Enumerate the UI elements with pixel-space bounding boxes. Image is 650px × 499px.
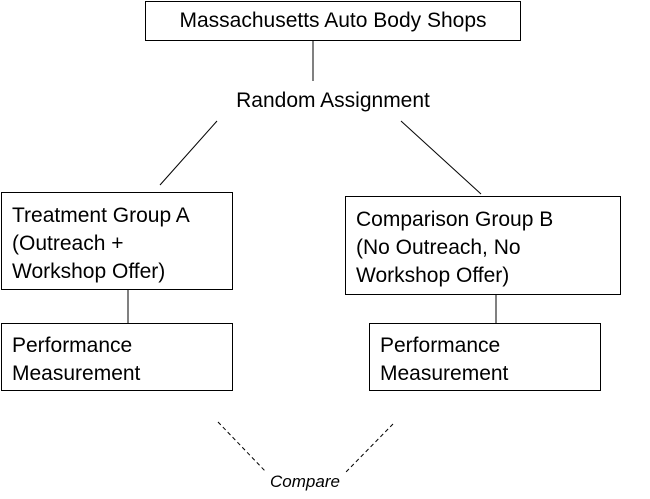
- treatment-line-3: Workshop Offer): [12, 260, 166, 283]
- measure-b-line-2: Measurement: [380, 362, 509, 385]
- measure-a-line-1: Performance: [12, 334, 133, 357]
- measurement-box-a: [1, 323, 233, 391]
- random-assignment-label: Random Assignment: [236, 89, 430, 112]
- comparison-line-2: (No Outreach, No: [356, 236, 521, 259]
- comparison-group-box: [345, 196, 621, 295]
- comparison-line-1: Comparison Group B: [356, 208, 554, 231]
- treatment-group-box: [1, 192, 233, 290]
- assignment-to-treatment-line: [160, 121, 217, 185]
- population-box: [145, 1, 521, 41]
- treatment-line-1: Treatment Group A: [12, 204, 190, 227]
- population-label: Massachusetts Auto Body Shops: [179, 9, 487, 32]
- comparison-line-3: Workshop Offer): [356, 264, 510, 287]
- compare-label: Compare: [270, 472, 340, 491]
- treatment-line-2: (Outreach +: [12, 232, 124, 255]
- measurement-box-b: [369, 323, 601, 391]
- compare-dashed-left: [218, 422, 266, 472]
- measure-a-line-2: Measurement: [12, 362, 141, 385]
- assignment-to-comparison-line: [401, 121, 481, 194]
- measure-b-line-1: Performance: [380, 334, 501, 357]
- compare-dashed-right: [344, 424, 393, 474]
